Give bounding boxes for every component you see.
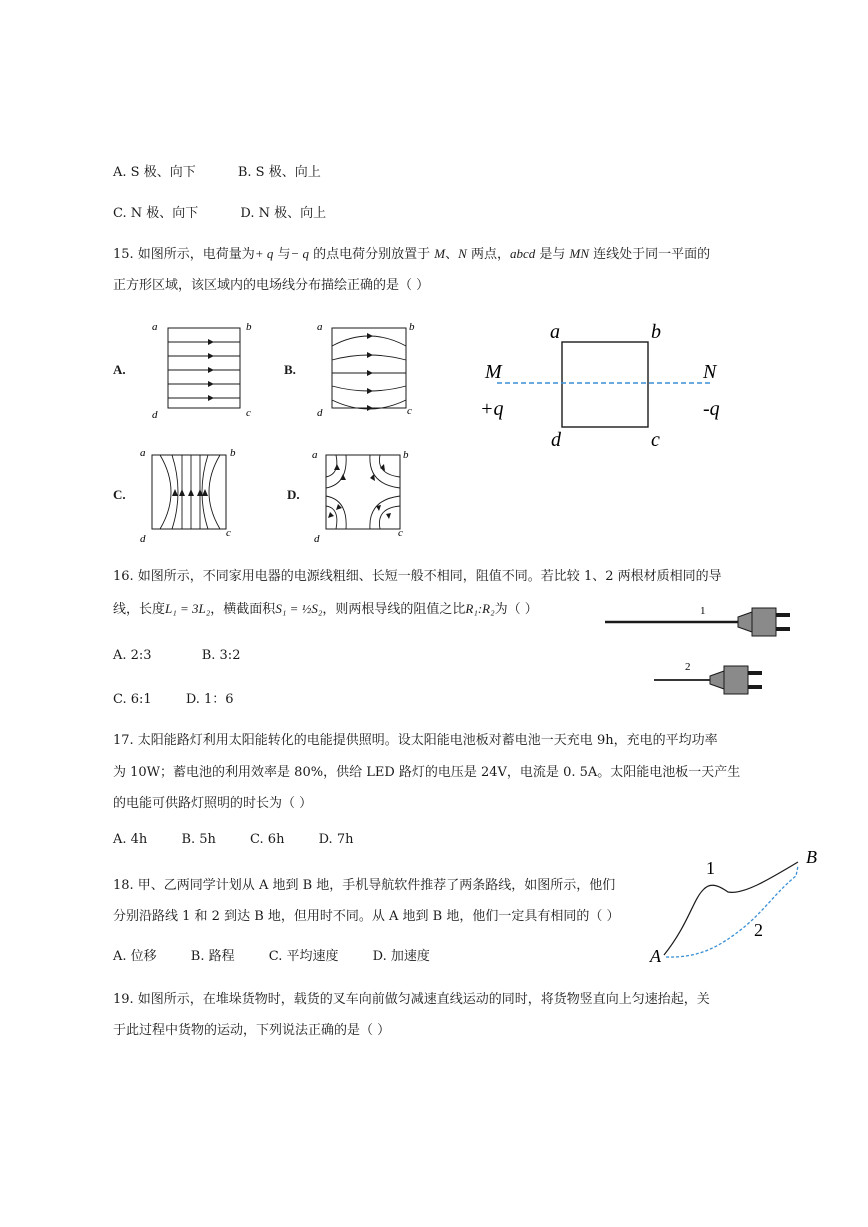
- label-a: a: [312, 449, 318, 461]
- q14-option-d[interactable]: D. N 极、向上: [240, 206, 327, 221]
- q16-stem-line1: 16. 如图所示，不同家用电器的电源线粗细、长短一般不相同，阻值不同。若比较 1、2 两根材质相同的导: [113, 569, 722, 584]
- q15-option-c-label[interactable]: C.: [113, 487, 126, 502]
- q18-option-d[interactable]: D. 加速度: [372, 949, 430, 964]
- q17-option-b[interactable]: B. 5h: [181, 832, 216, 847]
- main-label-M: M: [485, 361, 502, 383]
- q16-area-relation: S₁ = ½S₂: [275, 601, 323, 616]
- q16-options-row2: [113, 688, 234, 707]
- q18-stem-line1: 18. 甲、乙两同学计划从 A 地到 B 地，手机导航软件推荐了两条路线，如图所示，他们: [113, 878, 616, 893]
- q15-MN: MN: [569, 246, 589, 261]
- main-label-plus-q: +q: [480, 398, 504, 420]
- q18-option-b[interactable]: B. 路程: [190, 949, 235, 964]
- label-c: c: [398, 527, 403, 539]
- label-b: b: [230, 447, 236, 459]
- q17-option-a[interactable]: A. 4h: [113, 832, 148, 847]
- q17-option-d[interactable]: D. 7h: [318, 832, 354, 847]
- label-d: d: [140, 533, 146, 545]
- q16-option-b[interactable]: B. 3:2: [201, 648, 241, 663]
- q16-option-d[interactable]: D. 1：6: [185, 692, 234, 707]
- q19-stem-line1: 19. 如图所示，在堆垛货物时，载货的叉车向前做匀减速直线运动的同时，将货物竖直向上匀速抬起，关: [113, 992, 710, 1007]
- q16-text: 为（ ）: [494, 602, 538, 617]
- route-2-label: 2: [754, 920, 763, 940]
- q16-options-row1: [113, 648, 240, 663]
- q16-option-a[interactable]: A. 2:3: [113, 648, 152, 663]
- q16-text: ，则两根导线的阻值之比: [322, 602, 466, 617]
- q16-wire-figure: [602, 600, 802, 700]
- label-c: c: [407, 405, 412, 417]
- q16-length-relation: L₁ = 3L₂: [165, 601, 211, 616]
- q18-route-figure: [648, 840, 838, 970]
- q14-option-c[interactable]: C. N 极、向下: [113, 206, 199, 221]
- q15-option-a-label[interactable]: A.: [113, 362, 126, 377]
- q15-text: 、: [445, 247, 459, 262]
- main-label-a: a: [550, 321, 560, 343]
- q15-text: 两点，: [466, 247, 510, 262]
- q16-option-c[interactable]: C. 6:1: [113, 692, 152, 707]
- q17-options: [113, 832, 353, 847]
- q15-text: 与: [273, 247, 291, 262]
- q14-options-row2: [113, 202, 326, 221]
- main-label-c: c: [651, 429, 660, 451]
- label-b: b: [403, 449, 409, 461]
- main-label-minus-q: -q: [703, 398, 720, 420]
- label-b: b: [246, 321, 252, 333]
- label-a: a: [140, 447, 146, 459]
- q17-option-c[interactable]: C. 6h: [250, 832, 285, 847]
- main-label-N: N: [703, 361, 717, 383]
- q14-option-a[interactable]: A. S 极、向下: [113, 165, 196, 180]
- q15-abcd: abcd: [509, 246, 536, 261]
- label-d: d: [152, 409, 158, 421]
- q15-stem-line1: [113, 243, 710, 262]
- q16-stem-line2: [113, 598, 538, 617]
- q15-option-d-label[interactable]: D.: [287, 487, 300, 502]
- q15-M: M: [434, 246, 446, 261]
- label-a: a: [317, 321, 323, 333]
- q17-stem-line2: 为 10W；蓄电池的利用效率是 80%，供给 LED 路灯的电压是 24V，电流是 0. 5A。太阳能电池板一天产生: [113, 765, 741, 780]
- q14-options-row1: [113, 161, 321, 180]
- q15-text: 15. 如图所示，电荷量为: [113, 247, 255, 262]
- q15-minus-q: − q: [290, 246, 310, 261]
- wire-1-label: 1: [700, 605, 706, 617]
- point-B-label: B: [806, 847, 817, 867]
- q15-figure-c[interactable]: [136, 444, 246, 544]
- wire-2-label: 2: [685, 661, 691, 673]
- q15-text: 的点电荷分别放置于: [309, 247, 435, 262]
- label-d: d: [317, 407, 323, 419]
- q14-option-b[interactable]: B. S 极、向上: [237, 165, 321, 180]
- q18-stem-line2: 分别沿路线 1 和 2 到达 B 地，但用时不同。从 A 地到 B 地，他们一定具有相同的（ ）: [113, 909, 620, 924]
- main-label-b: b: [651, 321, 661, 343]
- q18-option-c[interactable]: C. 平均速度: [268, 949, 339, 964]
- q18-options: [113, 945, 430, 964]
- q16-text: ，横截面积: [210, 602, 276, 617]
- label-c: c: [246, 407, 251, 419]
- label-d: d: [314, 533, 320, 545]
- q18-option-a[interactable]: A. 位移: [113, 949, 157, 964]
- q16-text: 线，长度: [113, 602, 166, 617]
- q15-main-figure: [475, 318, 735, 453]
- q15-figure-d[interactable]: [310, 444, 415, 544]
- q16-resistance-ratio: R₁:R₂: [465, 601, 495, 616]
- main-label-d: d: [551, 429, 561, 451]
- q19-stem-line2: 于此过程中货物的运动，下列说法正确的是（ ）: [113, 1023, 391, 1038]
- q15-figure-a[interactable]: [150, 318, 270, 423]
- q15-N: N: [458, 246, 467, 261]
- label-a: a: [152, 321, 158, 333]
- point-A-label: A: [650, 946, 661, 966]
- q15-stem-line2: 正方形区域，该区域内的电场线分布描绘正确的是（ ）: [113, 278, 430, 293]
- q15-plus-q: + q: [254, 246, 274, 261]
- q15-text: 是与: [535, 247, 570, 262]
- label-b: b: [409, 321, 415, 333]
- label-c: c: [226, 527, 231, 539]
- q15-text: 连线处于同一平面的: [589, 247, 711, 262]
- q15-figure-b[interactable]: [315, 318, 425, 423]
- route-1-label: 1: [706, 858, 715, 878]
- q15-option-b-label[interactable]: B.: [284, 362, 296, 377]
- q17-stem-line1: 17. 太阳能路灯利用太阳能转化的电能提供照明。设太阳能电池板对蓄电池一天充电 9h，充电的平均功率: [113, 733, 718, 748]
- q17-stem-line3: 的电能可供路灯照明的时长为（ ）: [113, 796, 313, 811]
